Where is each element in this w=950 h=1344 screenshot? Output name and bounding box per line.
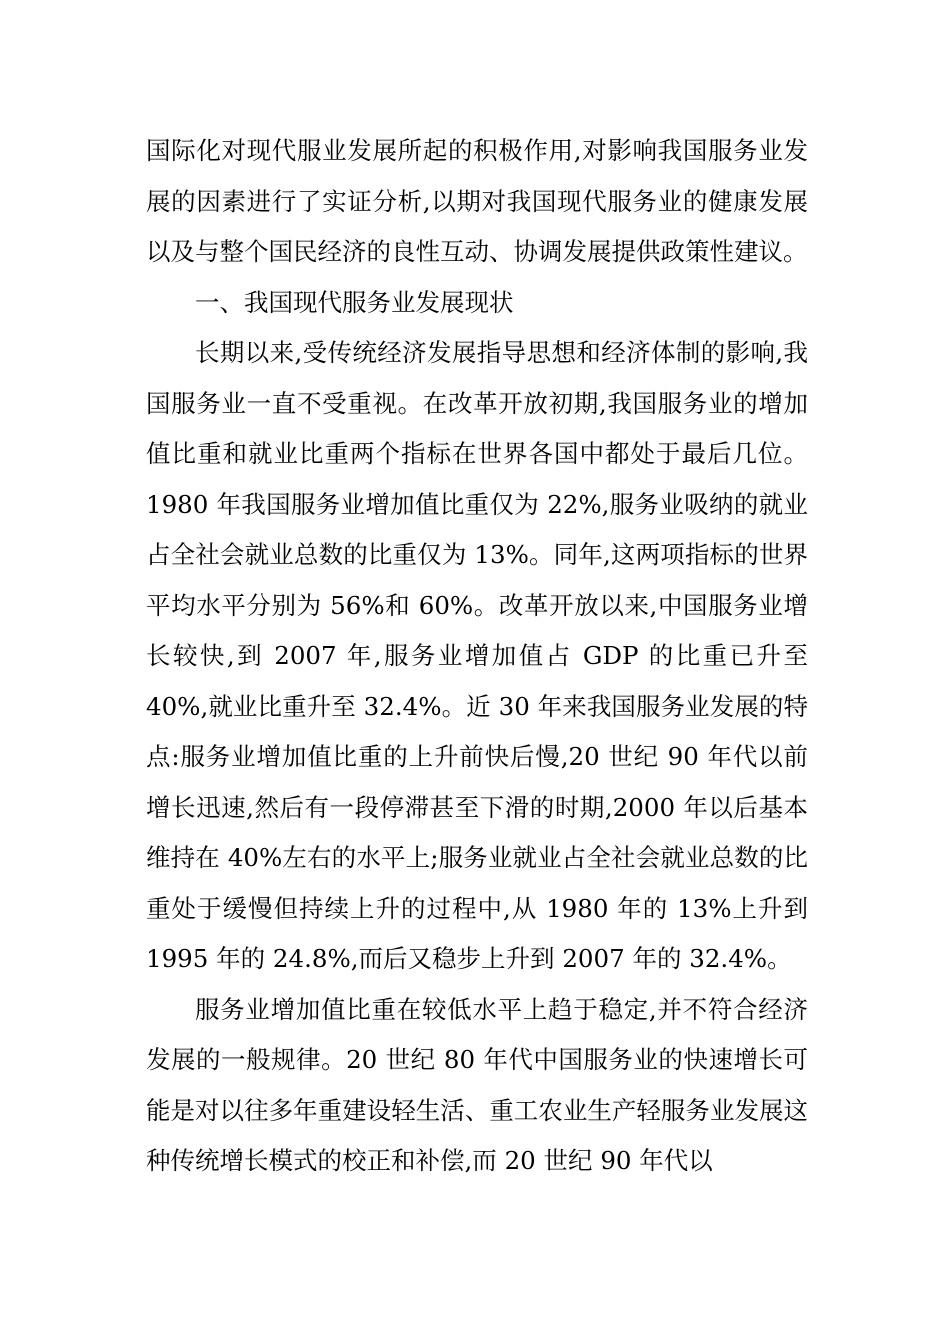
paragraph-analysis: 服务业增加值比重在较低水平上趋于稳定,并不符合经济发展的一般规律。20 世纪 80 年代中国服务业的快速增长可能是对以往多年重建设轻生活、重工农业生产轻服务业发展这种传统增长模式的校正和补偿,而 20 世纪 90 年代以: [146, 994, 808, 1175]
paragraph-history: 长期以来,受传统经济发展指导思想和经济体制的影响,我国服务业一直不受重视。在改革开放初期,我国服务业的增加值比重和就业比重两个指标在世界各国中都处于最后几位。1980 年我国服务业增加值比重仅为 22%,服务业吸纳的就业占全社会就业总数的比重仅为 13%。同年,这两项指标的世界平均水平分别为 56%和 60%。改革开放以来,中国服务业增长较快,到 2007 年,服务业增加值占 GDP 的比重已升至 40%,就业比重升至 32.4%。近 30 年来我国服务业发展的特点:服务业增加值比重的上升前快后慢,20 世纪 90 年代以前增长迅速,然后有一段停滞甚至下滑的时期,2000 年以后基本维持在 40%左右的水平上;服务业就业占全社会就业总数的比重处于缓慢但持续上升的过程中,从 1980 年的 13%上升到 1995 年的 24.8%,而后又稳步上升到 2007 年的 32.4%。: [146, 338, 808, 973]
document-body: [146, 126, 808, 1187]
section-heading: 一、我国现代服务业发展现状: [195, 287, 514, 317]
paragraph-intro-continued: 国际化对现代服业发展所起的积极作用,对影响我国服务业发展的因素进行了实证分析,以期对我国现代服务业的健康发展以及与整个国民经济的良性互动、协调发展提供政策性建议。: [146, 136, 808, 266]
